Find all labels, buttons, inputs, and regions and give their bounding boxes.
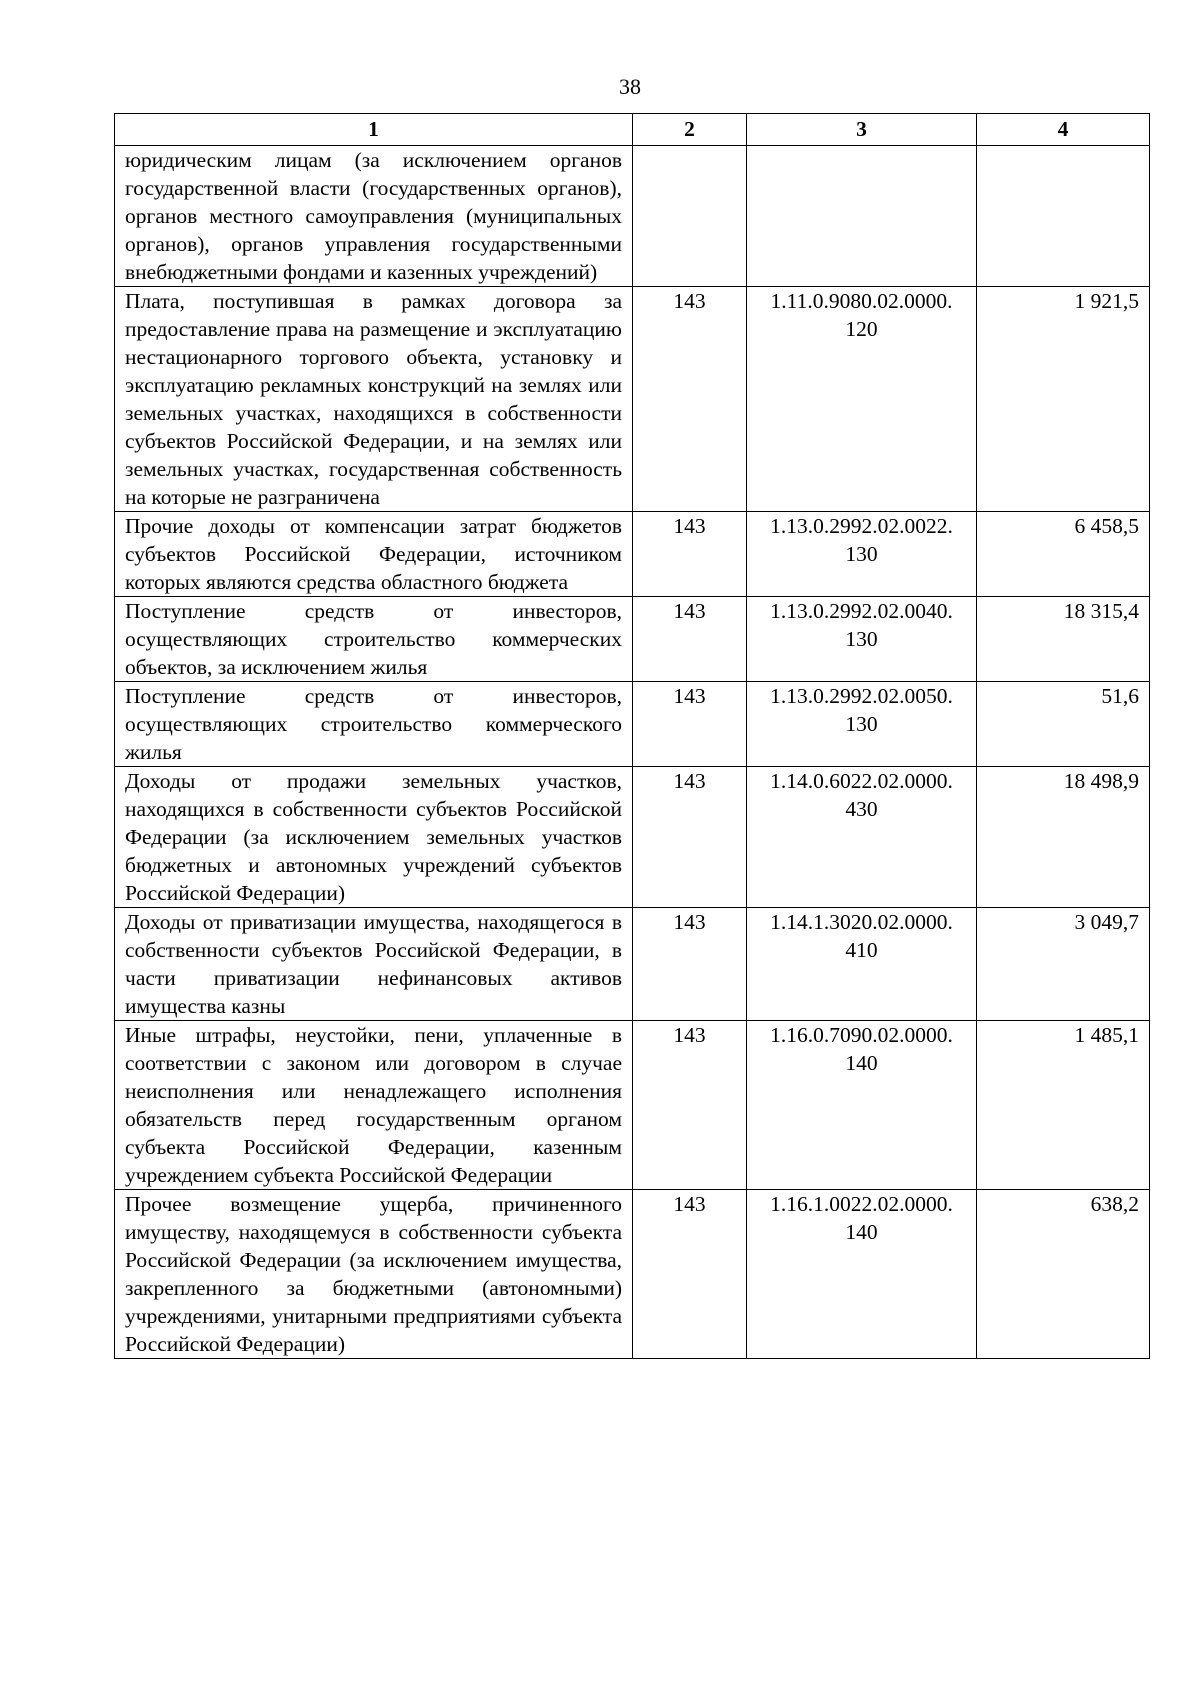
- admin-code: [633, 146, 747, 287]
- amount: 638,2: [977, 1190, 1150, 1359]
- income-description: Плата, поступившая в рамках договора за предоставление права на размещение и эксплуатацию нестационарного торгового объекта, установку и эксплуатацию рекламных конструкций на землях или земельных участках, находящихся в собственности субъектов Российской Федерации, и на землях или земельных участках, государственная собственность на которые не разграничена: [115, 287, 633, 512]
- code-part-1: 1.13.0.2992.02.0050.: [770, 684, 953, 708]
- code-part-2: 430: [845, 797, 878, 821]
- code-part-1: 1.14.1.3020.02.0000.: [770, 910, 953, 934]
- income-description: Прочее возмещение ущерба, причиненного имуществу, находящемуся в собственности субъекта Российской Федерации (за исключением имущества, закрепленного за бюджетными (автономными) учреждениями, унитарными предприятиями субъекта Российской Федерации): [115, 1190, 633, 1359]
- table-header-row: [115, 114, 1150, 146]
- income-description: Поступление средств от инвесторов, осуществляющих строительство коммерческого жилья: [115, 682, 633, 767]
- amount: 1 485,1: [977, 1021, 1150, 1190]
- income-description: Поступление средств от инвесторов, осуществляющих строительство коммерческих объектов, за исключением жилья: [115, 597, 633, 682]
- table-row: [115, 1190, 1150, 1359]
- code-part-1: 1.16.0.7090.02.0000.: [770, 1023, 953, 1047]
- budget-classification-code: [747, 908, 977, 1021]
- code-part-2: 140: [845, 1220, 878, 1244]
- budget-classification-code: [747, 512, 977, 597]
- revenue-table: [114, 113, 1150, 1359]
- code-part-2: 130: [845, 627, 878, 651]
- code-part-2: 120: [845, 317, 878, 341]
- table-row: [115, 1021, 1150, 1190]
- income-description: Иные штрафы, неустойки, пени, уплаченные в соответствии с законом или договором в случае неисполнения или ненадлежащего исполнения обязательств перед государственным органом субъекта Российской Федерации, казенным учреждением субъекта Российской Федерации: [115, 1021, 633, 1190]
- admin-code: 143: [633, 682, 747, 767]
- amount: [977, 146, 1150, 287]
- table-row: [115, 908, 1150, 1021]
- amount: 18 498,9: [977, 767, 1150, 908]
- income-description: Доходы от приватизации имущества, находящегося в собственности субъектов Российской Федерации, в части приватизации нефинансовых активов имущества казны: [115, 908, 633, 1021]
- table-row: [115, 512, 1150, 597]
- column-header-2: 2: [633, 114, 747, 146]
- budget-classification-code: [747, 767, 977, 908]
- code-part-2: 130: [845, 712, 878, 736]
- admin-code: 143: [633, 512, 747, 597]
- column-header-3: 3: [747, 114, 977, 146]
- code-part-2: 140: [845, 1051, 878, 1075]
- code-part-2: 410: [845, 938, 878, 962]
- amount: 18 315,4: [977, 597, 1150, 682]
- amount: 3 049,7: [977, 908, 1150, 1021]
- admin-code: 143: [633, 908, 747, 1021]
- amount: 1 921,5: [977, 287, 1150, 512]
- income-description: Доходы от продажи земельных участков, находящихся в собственности субъектов Российской Федерации (за исключением земельных участков бюджетных и автономных учреждений субъектов Российской Федерации): [115, 767, 633, 908]
- table-row: [115, 287, 1150, 512]
- admin-code: 143: [633, 1190, 747, 1359]
- budget-classification-code: [747, 287, 977, 512]
- budget-classification-code: [747, 146, 977, 287]
- budget-classification-code: [747, 1021, 977, 1190]
- code-part-1: 1.13.0.2992.02.0022.: [770, 514, 953, 538]
- column-header-4: 4: [977, 114, 1150, 146]
- budget-classification-code: [747, 597, 977, 682]
- code-part-1: 1.11.0.9080.02.0000.: [770, 289, 953, 313]
- page-number: 38: [619, 74, 641, 99]
- code-part-1: 1.13.0.2992.02.0040.: [770, 599, 953, 623]
- income-description: юридическим лицам (за исключением органов государственной власти (государственных органов), органов местного самоуправления (муниципальных органов), органов управления государственными внебюджетными фондами и казенных учреждений): [115, 146, 633, 287]
- code-part-1: 1.14.0.6022.02.0000.: [770, 769, 953, 793]
- admin-code: 143: [633, 767, 747, 908]
- amount: 51,6: [977, 682, 1150, 767]
- table-row: [115, 682, 1150, 767]
- admin-code: 143: [633, 1021, 747, 1190]
- table-row: [115, 767, 1150, 908]
- admin-code: 143: [633, 597, 747, 682]
- table-row: [115, 597, 1150, 682]
- code-part-1: 1.16.1.0022.02.0000.: [770, 1192, 953, 1216]
- budget-classification-code: [747, 682, 977, 767]
- code-part-2: 130: [845, 542, 878, 566]
- table-row: [115, 146, 1150, 287]
- budget-classification-code: [747, 1190, 977, 1359]
- column-header-1: 1: [115, 114, 633, 146]
- admin-code: 143: [633, 287, 747, 512]
- amount: 6 458,5: [977, 512, 1150, 597]
- income-description: Прочие доходы от компенсации затрат бюджетов субъектов Российской Федерации, источником которых являются средства областного бюджета: [115, 512, 633, 597]
